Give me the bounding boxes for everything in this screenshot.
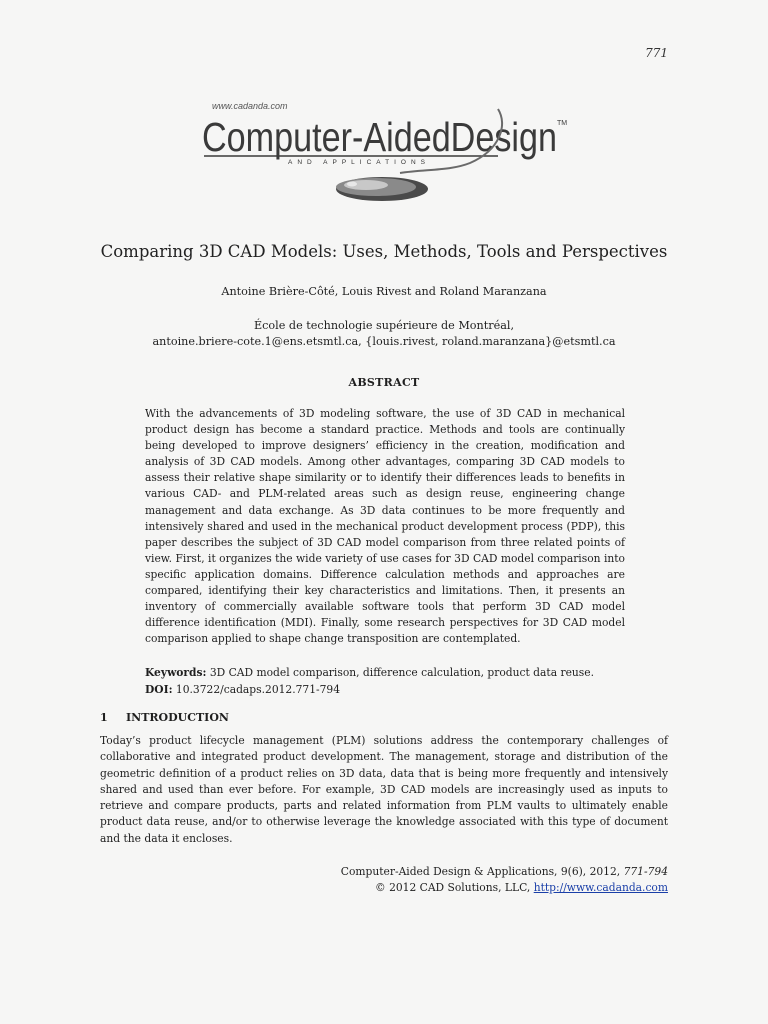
keywords-block xyxy=(145,665,625,698)
footer-copyright: © 2012 CAD Solutions, LLC, xyxy=(374,881,534,895)
abstract-heading: ABSTRACT xyxy=(348,376,420,389)
paper-title: Comparing 3D CAD Models: Uses, Methods, Tools and Perspectives xyxy=(100,242,668,261)
logo-url: www.cadanda.com xyxy=(212,101,288,111)
section-heading-introduction xyxy=(100,711,229,724)
keywords-line xyxy=(145,665,625,682)
keywords-value: 3D CAD model comparison, difference calculation, product data reuse. xyxy=(206,666,594,679)
journal-logo xyxy=(200,95,580,205)
institution: École de technologie supérieure de Montréal, xyxy=(253,319,515,332)
authors: Antoine Brière-Côté, Louis Rivest and Roland Maranzana xyxy=(221,285,547,298)
section-number: 1 xyxy=(100,711,108,724)
logo-tm: TM xyxy=(557,120,568,127)
keywords-label: Keywords: xyxy=(145,666,207,679)
page-number: 771 xyxy=(645,46,668,60)
footer-website-link[interactable]: http://www.cadanda.com xyxy=(533,881,668,895)
doi-label: DOI: xyxy=(145,682,173,696)
mouse-icon xyxy=(336,177,428,201)
section-title: INTRODUCTION xyxy=(126,711,229,724)
doi-value: 10.3722/cadaps.2012.771-794 xyxy=(172,682,341,696)
author-emails: antoine.briere-cote.1@ens.etsmtl.ca, {louis.rivest, roland.maranzana}@etsmtl.ca xyxy=(152,335,616,348)
footer-copyright-line xyxy=(341,880,668,896)
logo-main-text: Computer-AidedDesign xyxy=(202,114,557,160)
doi-line xyxy=(145,682,625,699)
introduction-text: Today’s product lifecycle management (PLM) solutions address the contemporary challenges of collaborative and integrated product development. The management, storage and distribution of the geometric definition of a product relies on 3D data, data that is being more frequently and intensively shared and used than ever before. For example, 3D CAD models are increasingly used as inputs to retrieve and compare products, parts and related information from PLM vaults to ultimately enable product data reuse, and/or to otherwise leverage the knowledge associated with this type of document and the data it encloses. xyxy=(100,734,668,845)
abstract-text: With the advancements of 3D modeling software, the use of 3D CAD in mechanical product design has become a standard practice. Methods and tools are continually being developed to improve designers’ efficiency in the creation, modification and analysis of 3D CAD models. Among other advantages, comparing 3D CAD models to assess their relative shape similarity or to identify their differences leads to benefits in various CAD- and PLM-related areas such as design reuse, engineering change management and data exchange. As 3D data continues to be more frequently and intensively shared and used in the mechanical product development process (PDP), this paper describes the subject of 3D CAD model comparison from three related points of view. First, it organizes the wide variety of use cases for 3D CAD model comparison into specific application domains. Difference calculation methods and approaches are compared, identifying their key characteristics and limitations. Then, it presents an inventory of commercially available software tools that perform 3D CAD model difference identification (MDI). Finally, some research perspectives for 3D CAD model comparison applied to shape change transposition are contemplated. xyxy=(145,407,625,646)
footer-journal: Computer-Aided Design & Applications, 9(6), 2012, xyxy=(340,865,624,878)
footer-journal-line xyxy=(341,864,668,880)
page-footer xyxy=(341,864,668,897)
footer-pages: 771-794 xyxy=(623,865,668,878)
affiliation xyxy=(60,318,708,350)
logo-subtitle: AND APPLICATIONS xyxy=(288,159,431,166)
